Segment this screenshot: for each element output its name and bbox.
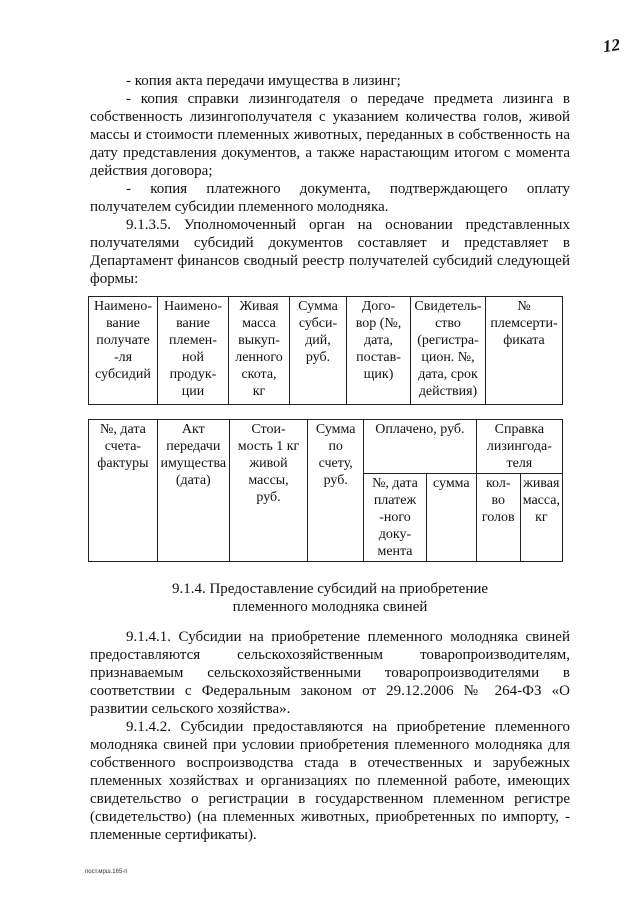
table2-cell: Акт передачи имущества (дата) xyxy=(157,420,229,562)
text-line: племенных хозяйствах и организациях по племенной работе, имеющих xyxy=(90,773,570,789)
table2-cell: №, дата платеж -ного доку- мента xyxy=(364,474,427,562)
text-line: дату представления документов, а также нарастающим итогом с момента xyxy=(90,145,570,161)
text-line: признаваемым сельскохозяйственными товаропроизводителями в xyxy=(90,665,570,681)
table2-cell: Стои- мость 1 кг живой массы, руб. xyxy=(229,420,308,562)
text-line: 9.1.3.5. Уполномоченный орган на основании представленных xyxy=(126,217,570,233)
text-line: действия договора; xyxy=(90,163,213,179)
text-line: формы: xyxy=(90,271,139,287)
text-line: собственность лизингополучателя с указанием количества голов, живой xyxy=(90,109,570,125)
text-line: молодняка свиней при условии приобретения племенного молодняка для xyxy=(90,737,570,753)
registry-table-2 xyxy=(88,419,563,562)
table1-cell: Свидетель- ство (регистра- цион. №, дата, срок действия) xyxy=(411,297,486,405)
table2-cell: кол- во голов xyxy=(476,474,520,562)
section-heading: племенного молодняка свиней xyxy=(232,599,428,615)
registry-table-1 xyxy=(88,296,563,405)
table1-cell: Сумма субси- дий, руб. xyxy=(290,297,347,405)
table2-cell: №, дата счета- фактуры xyxy=(89,420,158,562)
text-line: Департамент финансов сводный реестр получателей субсидий следующей xyxy=(90,253,570,269)
text-line: получателями субсидий документов составляет и представляет в xyxy=(90,235,570,251)
text-line: (свидетельство) (на племенных животных, приобретенных по импорту, - xyxy=(90,809,570,825)
table1-cell: Дого- вор (№, дата, постав- щик) xyxy=(347,297,411,405)
table1-cell: Наимено- вание племен- ной продук- ции xyxy=(158,297,229,405)
text-line: - копия платежного документа, подтверждающего оплату xyxy=(126,181,570,197)
page-number: 12 xyxy=(601,34,622,57)
text-line: предоставляются сельскохозяйственным товаропроизводителям, xyxy=(90,647,570,663)
text-line: 9.1.4.1. Субсидии на приобретение племенного молодняка свиней xyxy=(126,629,570,645)
text-line: собственного воспроизводства стада в отечественных и зарубежных xyxy=(90,755,570,771)
text-line: племенные сертификаты). xyxy=(90,827,257,843)
table2-cell: Сумма по счету, руб. xyxy=(308,420,364,562)
text-line: - копия справки лизингодателя о передаче предмета лизинга в xyxy=(126,91,570,107)
footer-code: пост.мрш.165-п xyxy=(85,869,128,875)
text-line: 9.1.4.2. Субсидии предоставляются на приобретение племенного xyxy=(126,719,570,735)
table1-cell: № племсерти- фиката xyxy=(486,297,563,405)
text-line: получателем субсидии племенного молодняка. xyxy=(90,199,389,215)
text-line: развитии сельского хозяйства». xyxy=(90,701,291,717)
text-line: массы и стоимости племенных животных, переданных в собственность на xyxy=(90,127,570,143)
table2-cell: Оплачено, руб. xyxy=(364,420,477,474)
text-line: соответствии с Федеральным законом от 29.12.2006 № 264-ФЗ «О xyxy=(90,683,570,699)
section-heading: 9.1.4. Предоставление субсидий на приобретение xyxy=(171,581,489,597)
table1-cell: Наимено- вание получате -ля субсидий xyxy=(89,297,158,405)
table2-cell: сумма xyxy=(426,474,476,562)
table1-cell: Живая масса выкуп- ленного скота, кг xyxy=(229,297,290,405)
table2-cell: Справка лизингода- теля xyxy=(476,420,562,474)
table2-cell: живая масса, кг xyxy=(520,474,562,562)
text-line: свидетельство о регистрации в государственном племенном регистре xyxy=(90,791,570,807)
text-line: - копия акта передачи имущества в лизинг; xyxy=(126,73,401,89)
